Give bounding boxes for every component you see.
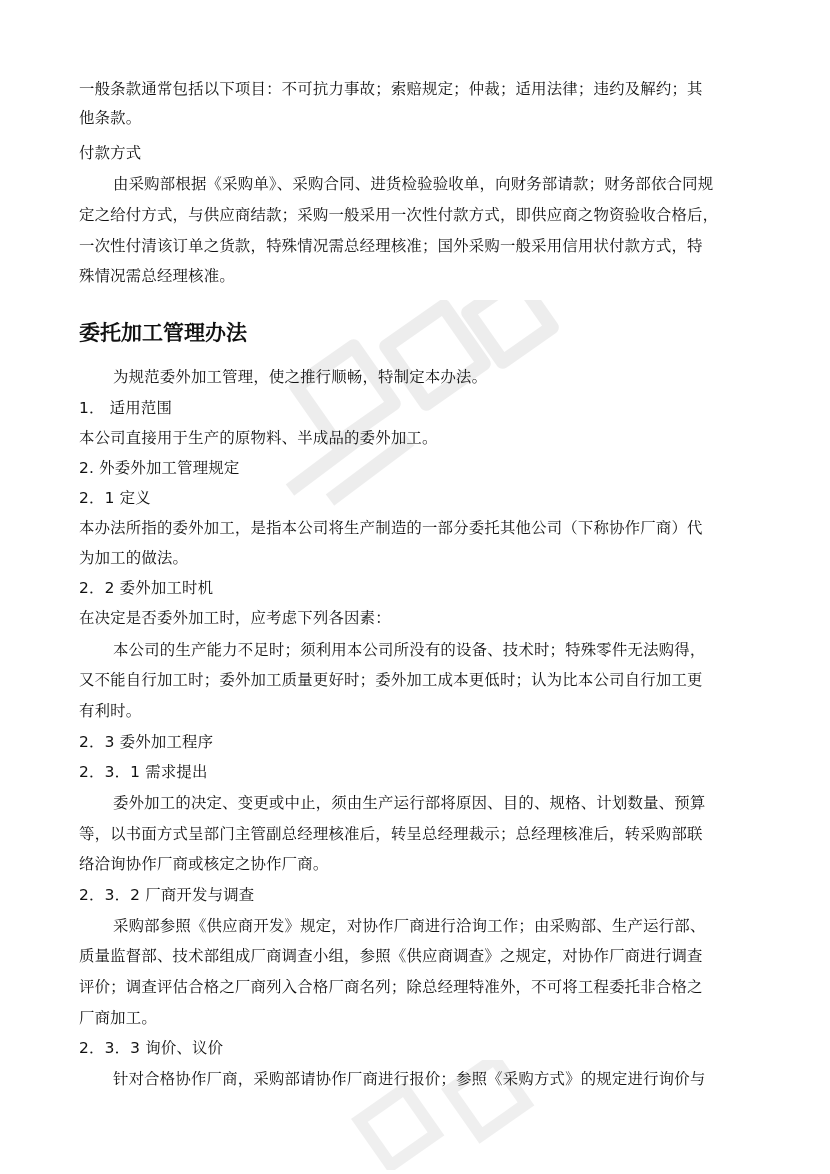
text-line: 殊情况需总经理核准。 bbox=[79, 267, 235, 285]
text-line: 定之给付方式，与供应商结款；采购一般采用一次性付款方式，即供应商之物资验收合格后， bbox=[79, 206, 719, 224]
text-line: 采购部参照《供应商开发》规定，对协作厂商进行洽询工作；由采购部、生产运行部、 bbox=[113, 917, 706, 935]
text-line: 1． 适用范围 bbox=[79, 399, 173, 417]
text-line: 2．3．3 询价、议价 bbox=[79, 1039, 224, 1057]
text-line: 一般条款通常包括以下项目：不可抗力事故；索赔规定；仲裁；适用法律；违约及解约；其 bbox=[79, 80, 703, 98]
text-line: 等，以书面方式呈部门主管副总经理核准后，转呈总经理裁示；总经理核准后，转采购部联 bbox=[79, 825, 703, 843]
text-line: 有利时。 bbox=[79, 702, 142, 720]
text-line: 质量监督部、技术部组成厂商调查小组，参照《供应商调查》之规定，对协作厂商进行调查 bbox=[79, 947, 703, 965]
text-line: 2．1 定义 bbox=[79, 489, 151, 507]
section-label: 付款方式 bbox=[79, 144, 142, 162]
text-line: 针对合格协作厂商，采购部请协作厂商进行报价；参照《采购方式》的规定进行询价与 bbox=[113, 1070, 706, 1088]
section-heading: 委托加工管理办法 bbox=[79, 321, 247, 345]
text-line: 2．3．1 需求提出 bbox=[79, 763, 208, 781]
text-line: 评价；调查评估合格之厂商列入合格厂商名列；除总经理特准外，不可将工程委托非合格之 bbox=[79, 978, 703, 996]
text-line: 本公司直接用于生产的原物料、半成品的委外加工。 bbox=[79, 429, 438, 447]
text-line: 厂商加工。 bbox=[79, 1009, 157, 1027]
text-line: 2．3．2 厂商开发与调查 bbox=[79, 886, 255, 904]
text-line: 又不能自行加工时；委外加工质量更好时；委外加工成本更低时；认为比本公司自行加工更 bbox=[79, 671, 703, 689]
text-line: 一次性付清该订单之货款，特殊情况需总经理核准；国外采购一般采用信用状付款方式，特 bbox=[79, 237, 703, 255]
text-line: 他条款。 bbox=[79, 109, 142, 127]
text-line: 2．2 委外加工时机 bbox=[79, 579, 214, 597]
text-line: 由采购部根据《采购单》、采购合同、进货检验验收单，向财务部请款；财务部依合同规 bbox=[113, 175, 714, 193]
text-line: 络洽询协作厂商或核定之协作厂商。 bbox=[79, 855, 329, 873]
text-line: 为规范委外加工管理，使之推行顺畅，特制定本办法。 bbox=[113, 368, 488, 386]
text-line: 委外加工的决定、变更或中止，须由生产运行部将原因、目的、规格、计划数量、预算 bbox=[113, 794, 706, 812]
text-line: 在决定是否委外加工时，应考虑下列各因素： bbox=[79, 609, 391, 627]
text-line: 本办法所指的委外加工，是指本公司将生产制造的一部分委托其他公司（下称协作厂商）代 bbox=[79, 519, 703, 537]
text-line: 为加工的做法。 bbox=[79, 549, 189, 567]
text-line: 2. 外委外加工管理规定 bbox=[79, 459, 240, 477]
text-line: 本公司的生产能力不足时；须利用本公司所没有的设备、技术时；特殊零件无法购得， bbox=[113, 641, 706, 659]
text-line: 2．3 委外加工程序 bbox=[79, 733, 214, 751]
